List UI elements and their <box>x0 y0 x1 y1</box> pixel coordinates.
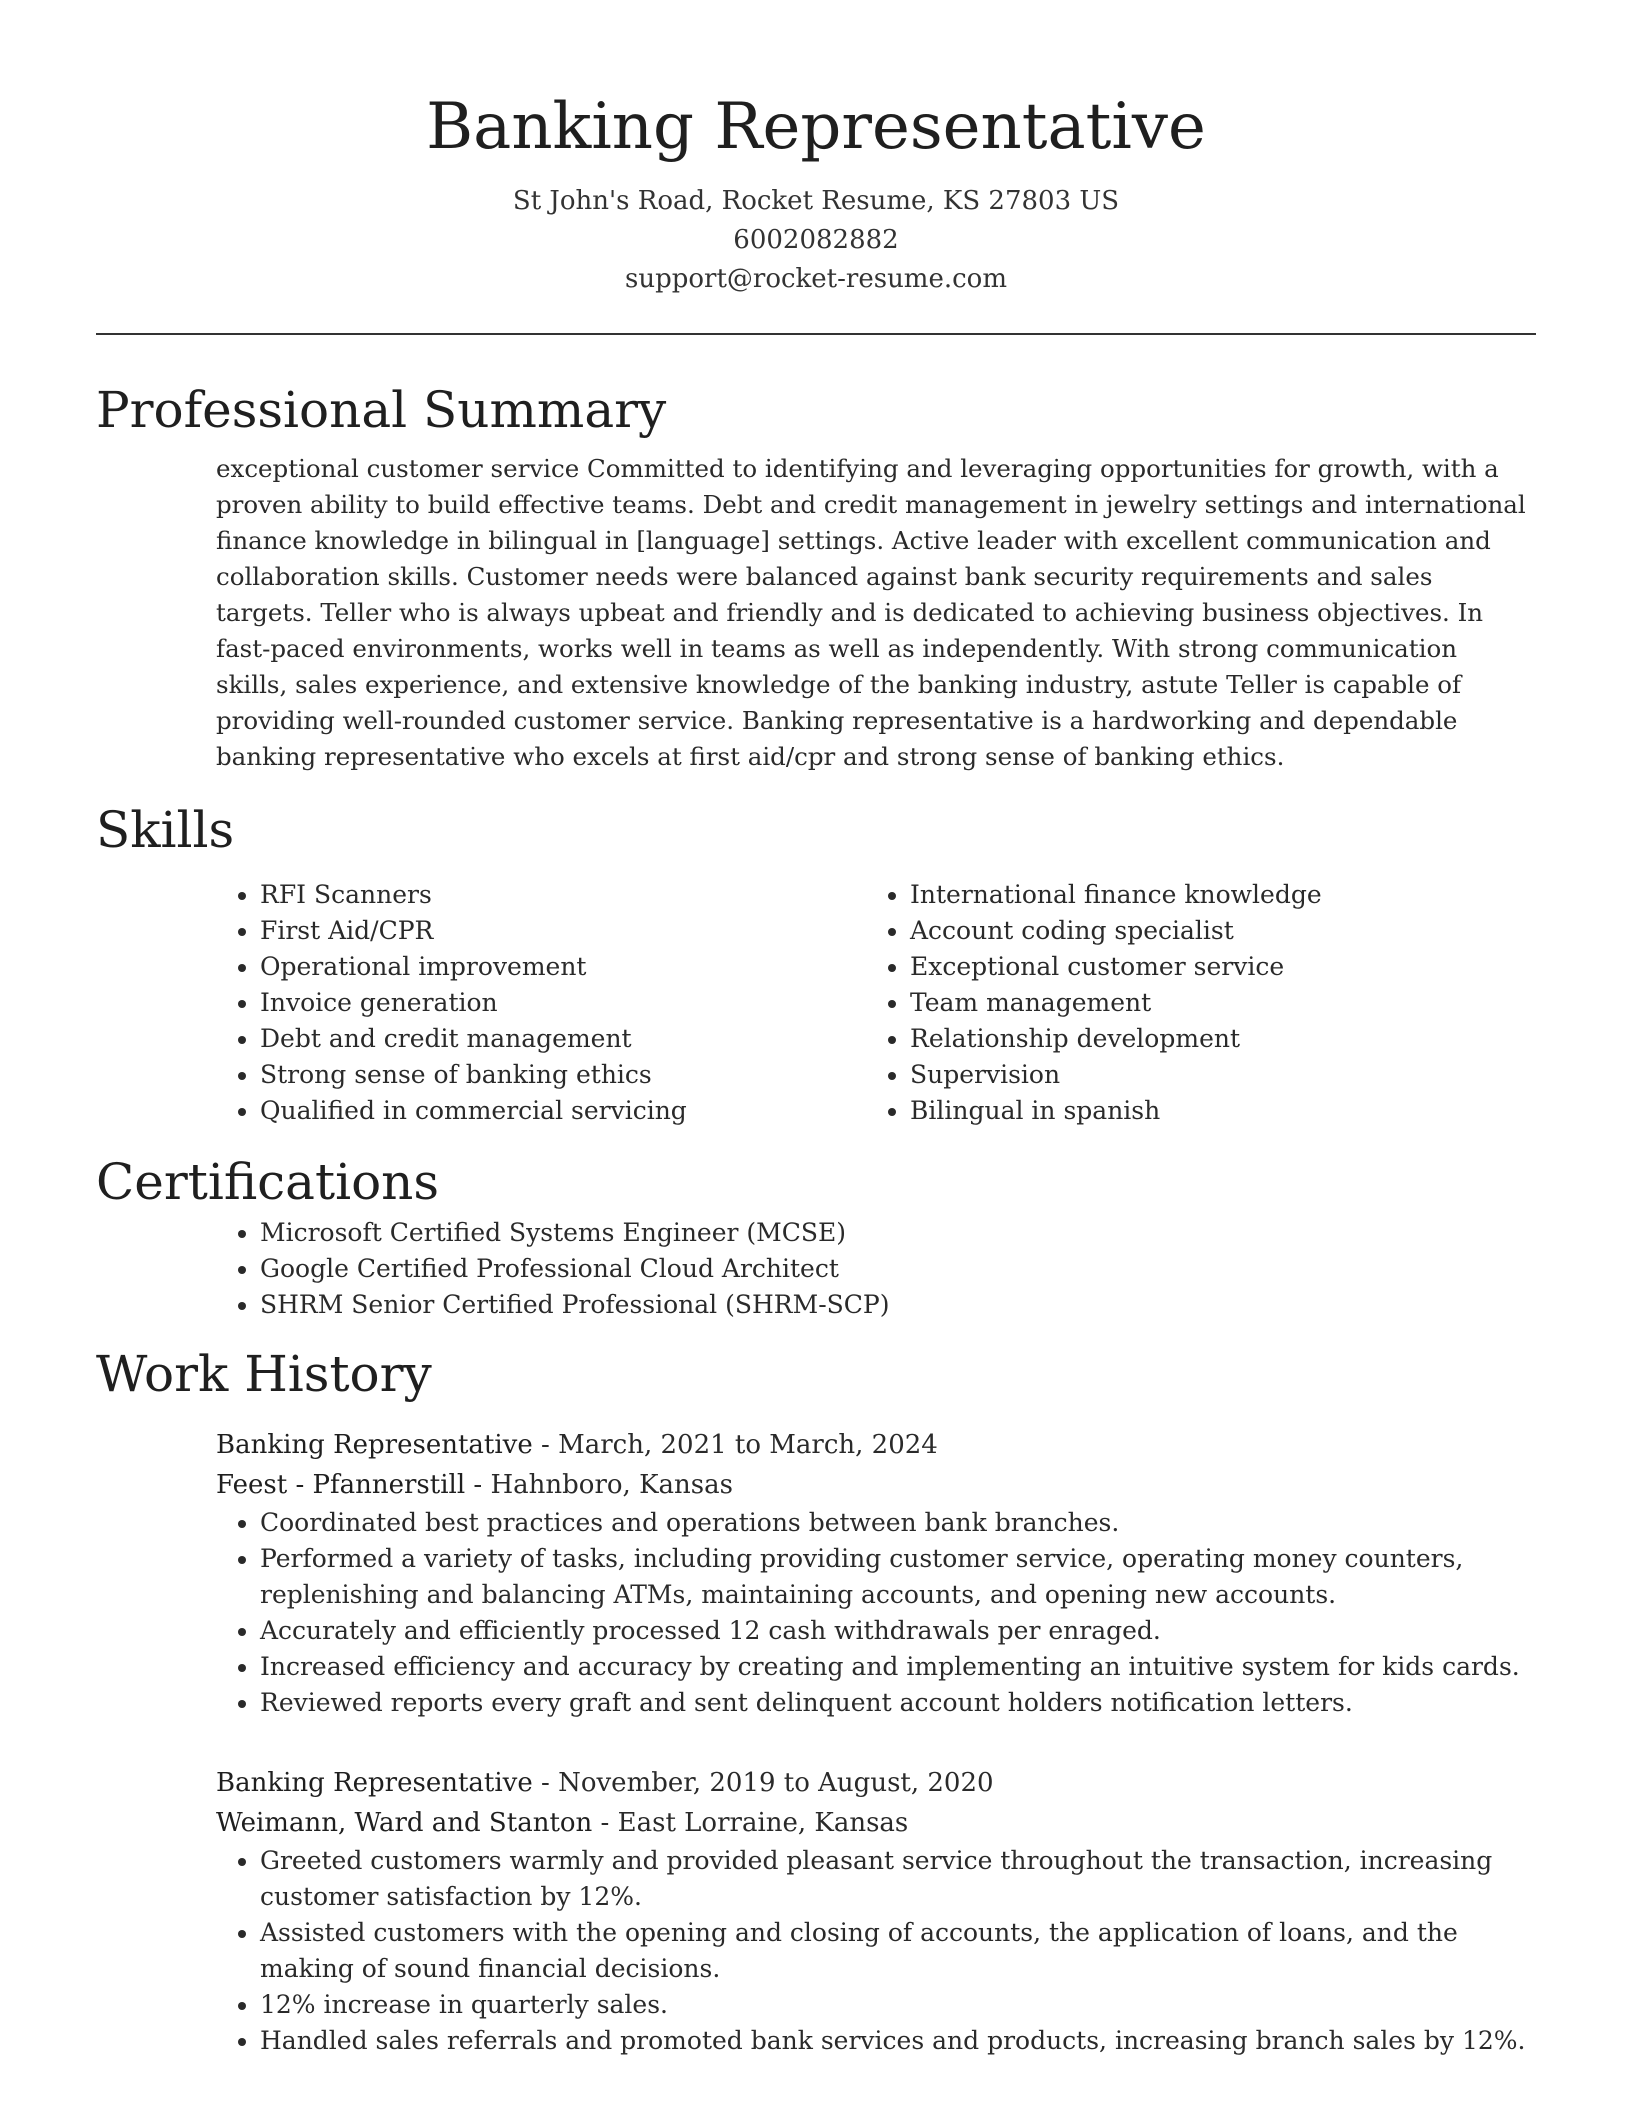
skills-grid <box>216 877 1536 1129</box>
skill-item: • Operational improvement <box>260 949 866 985</box>
certifications-list <box>216 1215 1536 1323</box>
certification-item: • SHRM Senior Certified Professional (SHRM-SCP) <box>260 1287 1536 1323</box>
candidate-name: Banking Representative <box>426 90 1206 164</box>
skill-item: • Account coding specialist <box>910 913 1516 949</box>
certifications-heading: Certifications <box>96 1153 440 1211</box>
skill-item: • Supervision <box>910 1057 1516 1093</box>
job-role: Banking Representative <box>216 1430 533 1460</box>
job-bullet: • Reviewed reports every graft and sent delinquent account holders notification letters. <box>260 1685 1536 1721</box>
job-location: East Lorraine, Kansas <box>617 1808 909 1838</box>
resume-header <box>96 0 1536 299</box>
skills-column-left <box>216 877 866 1129</box>
job-separator: - <box>592 1808 618 1838</box>
job-bullet: • Accurately and efficiently processed 12 cash withdrawals per enraged. <box>260 1613 1536 1649</box>
job-bullet: • Increased efficiency and accuracy by creating and implementing an intuitive system for kids cards. <box>260 1649 1536 1685</box>
contact-block <box>96 182 1536 299</box>
summary-heading: Professional Summary <box>96 381 667 439</box>
skill-item: • Qualified in commercial servicing <box>260 1093 866 1129</box>
contact-phone: 6002082882 <box>733 225 899 255</box>
job-bullet: • Performed a variety of tasks, including providing customer service, operating money counters, replenishing and balancing ATMs, maintaining accounts, and opening new accounts. <box>260 1541 1536 1613</box>
skill-item: • Exceptional customer service <box>910 949 1516 985</box>
work-history-heading: Work History <box>96 1345 432 1403</box>
job-bullets <box>216 1843 1536 2059</box>
summary-text: exceptional customer service Committed to identifying and leveraging opportunities for growth, with a proven ability to build effective teams. Debt and credit management in jewelry settings and international finance knowledge in bilingual in [language] settings. Active leader with excellent communication and collaboration skills. Customer needs were balanced against bank security requirements and sales targets. Teller who is always upbeat and friendly and is dedicated to achieving business objectives. In fast-paced environments, works well in teams as well as independently. With strong communication skills, sales experience, and extensive knowledge of the banking industry, astute Teller is capable of providing well-rounded customer service. Banking representative is a hardworking and dependable banking representative who excels at first aid/cpr and strong sense of banking ethics. <box>216 454 1526 771</box>
skills-column-right <box>866 877 1516 1129</box>
job-entry <box>216 1763 1536 2059</box>
job-location: Hahnboro, Kansas <box>490 1470 733 1500</box>
job-title-line <box>216 1425 1536 1465</box>
job-separator: - <box>532 1430 559 1460</box>
skills-heading: Skills <box>96 801 235 859</box>
job-entry <box>216 1425 1536 1721</box>
work-history-section <box>96 1341 1536 2059</box>
job-dates: March, 2021 to March, 2024 <box>558 1430 938 1460</box>
certification-item: • Microsoft Certified Systems Engineer (MCSE) <box>260 1215 1536 1251</box>
contact-address: St John's Road, Rocket Resume, KS 27803 US <box>512 186 1120 216</box>
job-bullet: • Handled sales referrals and promoted bank services and products, increasing branch sales by 12%. <box>260 2023 1536 2059</box>
skill-item: • Invoice generation <box>260 985 866 1021</box>
job-bullet: • 12% increase in quarterly sales. <box>260 1987 1536 2023</box>
skill-item: • Team management <box>910 985 1516 1021</box>
header-divider <box>96 333 1536 335</box>
job-company-line <box>216 1803 1536 1843</box>
job-dates: November, 2019 to August, 2020 <box>558 1768 994 1798</box>
skill-item: • Debt and credit management <box>260 1021 866 1057</box>
job-bullet: • Assisted customers with the opening and closing of accounts, the application of loans, and the making of sound financial decisions. <box>260 1915 1536 1987</box>
certifications-section <box>96 1149 1536 1323</box>
skill-item: • Bilingual in spanish <box>910 1093 1516 1129</box>
job-company: Feest - Pfannerstill <box>216 1470 466 1500</box>
job-separator: - <box>532 1768 559 1798</box>
job-bullets <box>216 1505 1536 1721</box>
skill-item: • First Aid/CPR <box>260 913 866 949</box>
skill-item: • Relationship development <box>910 1021 1516 1057</box>
job-title-line <box>216 1763 1536 1803</box>
job-bullet: • Greeted customers warmly and provided pleasant service throughout the transaction, increasing customer satisfaction by 12%. <box>260 1843 1536 1915</box>
skill-item: • Strong sense of banking ethics <box>260 1057 866 1093</box>
certification-item: • Google Certified Professional Cloud Architect <box>260 1251 1536 1287</box>
job-company-line <box>216 1465 1536 1505</box>
job-company: Weimann, Ward and Stanton <box>216 1808 593 1838</box>
job-bullet: • Coordinated best practices and operations between bank branches. <box>260 1505 1536 1541</box>
skill-item: • RFI Scanners <box>260 877 866 913</box>
job-separator: - <box>465 1470 491 1500</box>
job-role: Banking Representative <box>216 1768 533 1798</box>
summary-section <box>96 377 1536 775</box>
skill-item: • International finance knowledge <box>910 877 1516 913</box>
skills-section <box>96 797 1536 1129</box>
contact-email: support@rocket-resume.com <box>624 264 1007 294</box>
